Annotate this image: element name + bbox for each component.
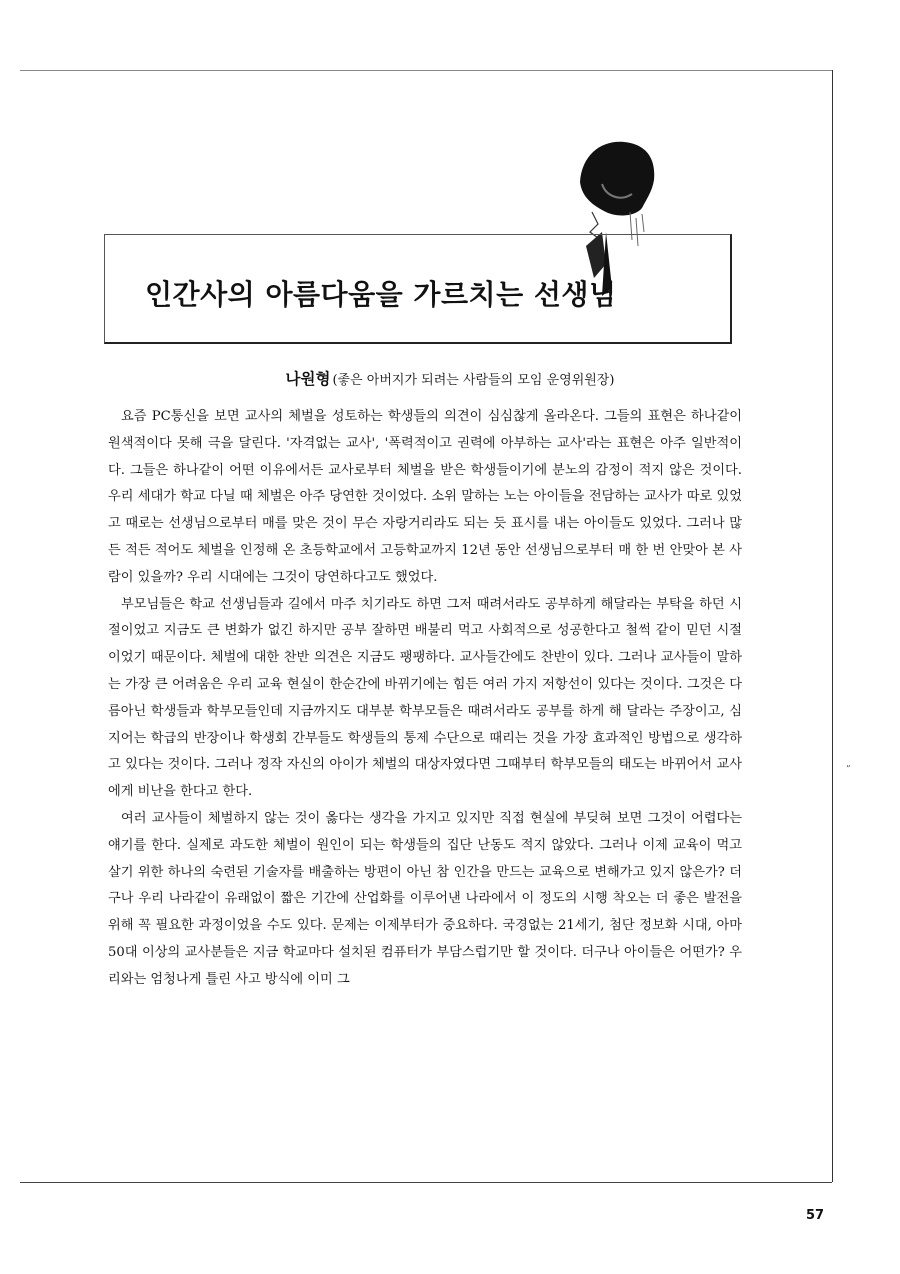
article-title: 인간사의 아름다움을 가르치는 선생님: [145, 278, 617, 311]
title-box: [104, 234, 732, 344]
body-paragraph: 부모님들은 학교 선생님들과 길에서 마주 치기라도 하면 그저 때려서라도 공부하게 해달라는 부탁을 하던 시절이었고 지금도 큰 변화가 없긴 하지만 공부 잘하면 배불리 먹고 사회적으로 성공한다고 철썩 같이 믿던 시절이었기 때문이다. 체벌에 대한 찬반 의견은 지금도 팽팽하다. 교사들간에도 찬반이 있다. 그러나 교사들이 말하는 가장 큰 어려움은 우리 교육 현실이 한순간에 바뀌기에는 힘든 여러 가지 저항선이 있다는 것이다. 그것은 다름아닌 학생들과 학부모들인데 지금까지도 대부분 학부모들은 때려서라도 공부를 하게 해 달라는 주장이고, 심지어는 학급의 반장이나 학생회 간부들도 학생들의 통제 수단으로 때리는 것을 가장 효과적인 방법으로 생각하고 있다는 것이다. 그러나 정작 자신의 아이가 체벌의 대상자였다면 그때부터 학부모들의 태도는 바뀌어서 교사에게 비난을 한다고 한다.: [108, 596, 742, 800]
article-body: [108, 404, 742, 994]
page-number: 57: [806, 1208, 825, 1223]
body-paragraph: 여러 교사들이 체벌하지 않는 것이 옳다는 생각을 가지고 있지만 직접 현실에 부딪혀 보면 그것이 어렵다는 얘기를 한다. 실제로 과도한 체벌이 원인이 되는 학생들의 집단 난동도 적지 않았다. 그러나 이제 교육이 먹고 살기 위한 하나의 숙련된 기술자를 배출하는 방편이 아닌 참 인간을 만드는 교육으로 변해가고 있지 않은가? 더구나 우리 나라같이 유래없이 짧은 기간에 산업화를 이루어낸 나라에서 이 정도의 시행 착오는 더 좋은 발전을 위해 꼭 필요한 과정이었을 수도 있다. 문제는 이제부터가 중요하다. 국경없는 21세기, 첨단 정보화 시대, 아마 50대 이상의 교사분들은 지금 학교마다 설치된 컴퓨터가 부담스럽기만 할 것이다. 더구나 아이들은 어떤가? 우리와는 엄청나게 틀린 사고 방식에 이미 그: [108, 810, 742, 987]
byline: [0, 367, 900, 389]
author-affiliation: (좋은 아버지가 되려는 사람들의 모임 운영위원장): [332, 373, 615, 388]
right-rule: [832, 70, 833, 1182]
top-rule: [20, 70, 832, 71]
bottom-rule: [20, 1182, 832, 1183]
margin-mark: ”: [846, 765, 851, 775]
body-paragraph: 요즘 PC통신을 보면 교사의 체벌을 성토하는 학생들의 의견이 심심찮게 올라온다. 그들의 표현은 하나같이 원색적이다 못해 극을 달린다. '자격없는 교사', '폭력적이고 권력에 아부하는 교사'라는 표현은 아주 일반적이다. 그들은 하나같이 어떤 이유에서든 교사로부터 체벌을 받은 학생들이기에 분노의 감정이 적지 않은 것이다. 우리 세대가 학교 다닐 때 체벌은 아주 당연한 것이었다. 소위 말하는 노는 아이들을 전담하는 교사가 따로 있었고 때로는 선생님으로부터 매를 맞은 것이 무슨 자랑거리라도 되는 듯 표시를 내는 아이들도 있었다. 그러나 많든 적든 적어도 체벌을 인정해 온 초등학교에서 고등학교까지 12년 동안 선생님으로부터 매 한 번 안맞아 본 사람이 있을까? 우리 시대에는 그것이 당연하다고도 했었다.: [108, 409, 742, 585]
author-name: 나원형: [285, 370, 331, 388]
